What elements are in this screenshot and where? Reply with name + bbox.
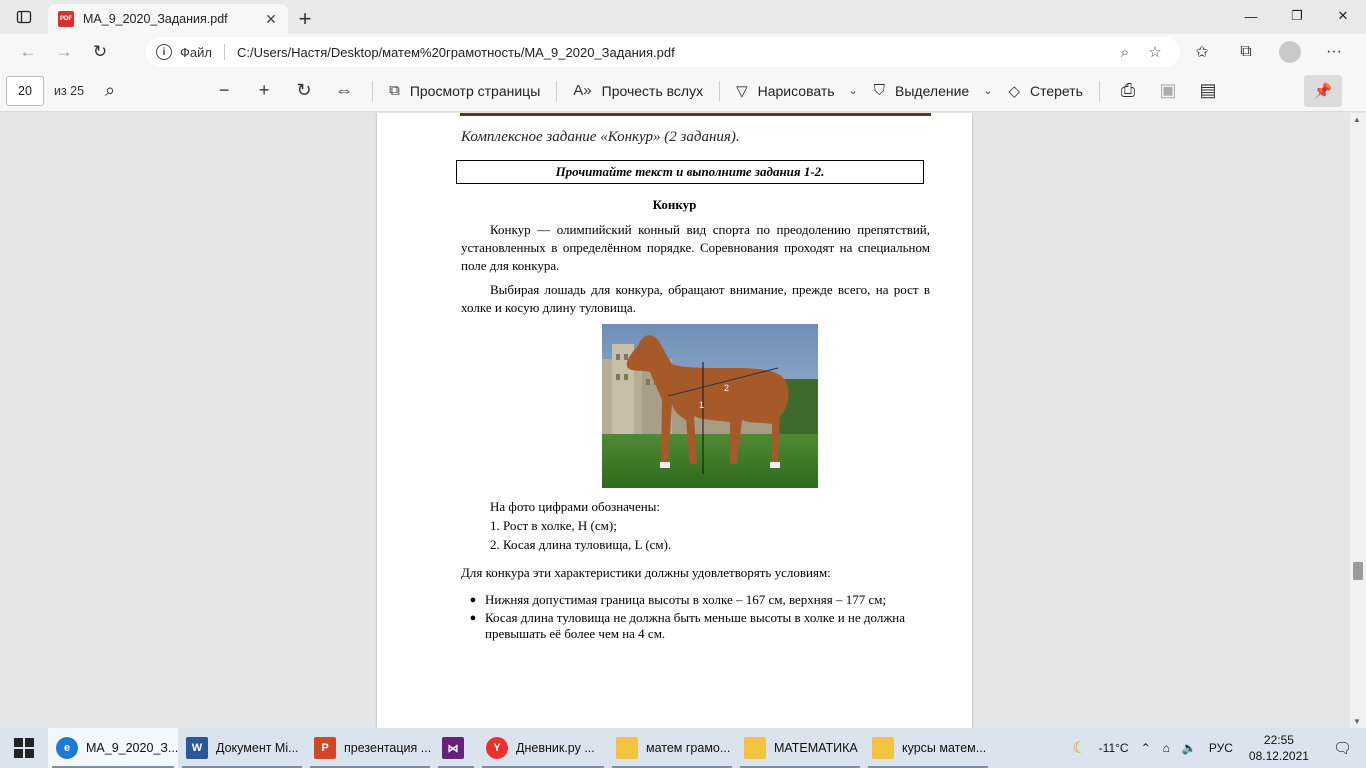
highlight-button[interactable] (866, 75, 1001, 107)
forward-icon[interactable]: → (55, 42, 73, 61)
bullet-icon: ● (469, 612, 477, 624)
highlight-label: Выделение (895, 82, 970, 99)
taskbar-item[interactable] (306, 728, 434, 768)
taskbar-item[interactable] (608, 728, 736, 768)
toolbar-separator (372, 81, 373, 101)
edge-icon: e (56, 737, 78, 759)
conditions-intro: Для конкура эти характеристики должны удовлетворять условиям: (461, 565, 831, 580)
address-bar-row (0, 34, 1366, 70)
read-aloud-icon: A» (573, 82, 592, 99)
pdf-file-icon: PDF (58, 11, 74, 27)
profile-avatar[interactable] (1279, 41, 1301, 63)
taskbar-item-label: МАТЕМАТИКА (774, 741, 858, 755)
page-count: из 25 (54, 83, 85, 98)
network-icon[interactable]: ⌂ (1162, 741, 1170, 755)
more-menu-icon[interactable]: ··· (1326, 43, 1342, 60)
bullet-icon: ● (469, 594, 477, 606)
taskbar-item-label: Дневник.ру ... (516, 741, 595, 755)
list-item-text: Косая длина туловища не должна быть меньше высоты в холке и не должна превышать её более чем на 4 см. (485, 610, 906, 641)
taskbar-item[interactable] (434, 728, 478, 768)
eraser-icon: ◇ (1008, 82, 1020, 100)
fit-width-icon[interactable]: ⇔ (335, 80, 354, 100)
refresh-icon[interactable]: ↻ (92, 42, 108, 61)
temperature[interactable]: -11°C (1098, 741, 1129, 755)
section-title: Конкур (652, 197, 697, 212)
chevron-down-icon[interactable]: ⌄ (848, 85, 858, 97)
taskbar (0, 728, 1366, 768)
zoom-in-icon[interactable]: + (258, 80, 270, 100)
language-indicator[interactable]: РУС (1208, 741, 1233, 755)
scroll-up-icon[interactable]: ▲ (1353, 115, 1361, 124)
clock-date: 08.12.2021 (1248, 749, 1309, 763)
paragraph-1: Конкур — олимпийский конный вид спорта по преодолению препятствий, установленных в определённом порядке. Соревнования проходят на специальном поле для конкура. (461, 222, 930, 273)
read-aloud-button[interactable] (565, 75, 711, 107)
save-icon[interactable]: ▣ (1159, 80, 1177, 100)
address-bar[interactable] (146, 37, 1180, 67)
taskbar-apps (48, 728, 992, 768)
draw-button[interactable] (728, 75, 866, 107)
toolbar-separator (1099, 81, 1100, 101)
tab-actions-icon (16, 9, 32, 25)
draw-icon: ▽ (736, 82, 748, 100)
clock-time: 22:55 (1263, 733, 1294, 747)
pdf-toolbar (0, 70, 1366, 112)
erase-button[interactable] (1000, 75, 1091, 107)
yandex-browser-icon: Y (486, 737, 508, 759)
folder-icon (616, 737, 638, 759)
caption-intro: На фото цифрами обозначены: (490, 499, 661, 514)
address-scheme-label: Файл (180, 44, 212, 60)
add-favorite-icon[interactable]: ☆ (1148, 44, 1162, 61)
page-view-button[interactable] (381, 75, 548, 107)
zoom-out-icon[interactable]: − (218, 80, 230, 100)
list-item-text: Нижняя допустимая граница высоты в холке – 167 см, верхняя – 177 см; (485, 592, 887, 607)
photo-label-2: 2 (724, 383, 730, 393)
photo-caption (490, 497, 671, 554)
taskbar-item[interactable] (48, 728, 178, 768)
taskbar-item[interactable] (178, 728, 306, 768)
chevron-down-icon[interactable]: ⌄ (983, 85, 993, 97)
taskbar-item-label: матем грамо... (646, 741, 731, 755)
windows-icon (14, 738, 34, 758)
taskbar-item-label: курсы матем... (902, 741, 987, 755)
tab-title: MA_9_2020_Задания.pdf (83, 12, 228, 26)
favorites-icon[interactable]: ✩ (1195, 44, 1209, 61)
volume-icon[interactable]: 🔈 (1181, 741, 1197, 755)
section-title-row (377, 197, 972, 213)
folder-icon (744, 737, 766, 759)
show-hidden-icons-icon[interactable]: ⌃ (1140, 741, 1151, 755)
new-tab-button[interactable]: + (298, 6, 312, 31)
save-as-icon[interactable]: ▤ (1199, 80, 1217, 100)
collections-icon[interactable]: ⧉ (1240, 43, 1252, 60)
taskbar-item-label: Документ Mi... (216, 741, 299, 755)
restore-icon[interactable]: ❐ (1291, 8, 1303, 23)
list-item (461, 592, 921, 608)
rotate-icon[interactable]: ↻ (296, 80, 312, 100)
tab-strip (0, 0, 1366, 34)
header-rule (460, 113, 931, 116)
read-aloud-label: Прочесть вслух (601, 82, 704, 99)
paragraph-2: Выбирая лошадь для конкура, обращают внимание, прежде всего, на рост в холке и косую длину туловища. (461, 282, 930, 315)
toolbar-separator (719, 81, 720, 101)
info-icon[interactable]: i (156, 44, 172, 60)
taskbar-item[interactable] (736, 728, 864, 768)
taskbar-item-label: презентация ... (344, 741, 432, 755)
search-icon[interactable]: ⌕ (105, 80, 116, 100)
page-number-input[interactable]: 20 (6, 76, 44, 106)
horse-photo (602, 324, 818, 488)
scrollbar-thumb[interactable] (1353, 562, 1363, 580)
window-controls (1228, 0, 1366, 32)
caption-item: 1. Рост в холке, H (см); (490, 518, 617, 533)
tab-actions-button[interactable] (0, 0, 48, 34)
toolbar-separator (556, 81, 557, 101)
system-tray (1066, 728, 1366, 768)
folder-icon (872, 737, 894, 759)
visual-studio-icon: ⋈ (442, 737, 464, 759)
browser-actions (1180, 37, 1356, 67)
draw-label: Нарисовать (757, 82, 835, 99)
back-icon[interactable]: ← (19, 42, 37, 61)
list-item (461, 610, 921, 642)
conditions-list (461, 592, 921, 644)
scroll-down-icon[interactable]: ▼ (1353, 717, 1361, 726)
print-icon[interactable]: ⎙ (1120, 80, 1136, 100)
instruction-box: Прочитайте текст и выполните задания 1-2. (456, 160, 924, 184)
close-tab-icon[interactable]: ✕ (265, 10, 277, 27)
taskbar-item[interactable] (864, 728, 992, 768)
vertical-scrollbar[interactable] (1350, 113, 1366, 728)
taskbar-item[interactable] (478, 728, 608, 768)
browser-tab[interactable] (48, 4, 288, 34)
highlight-icon: ⛉ (873, 82, 886, 99)
pdf-viewer[interactable] (0, 113, 1366, 728)
erase-label: Стереть (1029, 82, 1083, 99)
minimize-icon[interactable]: — (1244, 8, 1258, 24)
page-view-icon: ⧉ (389, 82, 400, 99)
pdf-page (377, 113, 972, 728)
clock[interactable] (1239, 732, 1319, 764)
taskbar-item-label: MA_9_2020_З... (86, 741, 178, 755)
page-view-label: Просмотр страницы (409, 82, 541, 99)
caption-item: 2. Косая длина туловища, L (см). (490, 537, 672, 552)
weather-icon[interactable]: ☾ (1072, 740, 1087, 757)
start-button[interactable] (0, 728, 48, 768)
pin-toolbar-icon[interactable]: 📌 (1304, 75, 1342, 107)
task-heading: Комплексное задание «Конкур» (2 задания). (461, 129, 740, 145)
notifications-icon[interactable]: 🗨 (1332, 740, 1352, 757)
zoom-icon[interactable]: ⌕ (1120, 43, 1130, 61)
powerpoint-icon: P (314, 737, 336, 759)
photo-label-1: 1 (699, 400, 705, 410)
address-url[interactable]: C:/Users/Настя/Desktop/матем%20грамотность/MA_9_2020_Задания.pdf (236, 44, 675, 60)
close-window-icon[interactable]: ✕ (1337, 8, 1349, 23)
word-icon: W (186, 737, 208, 759)
address-separator (224, 44, 225, 60)
